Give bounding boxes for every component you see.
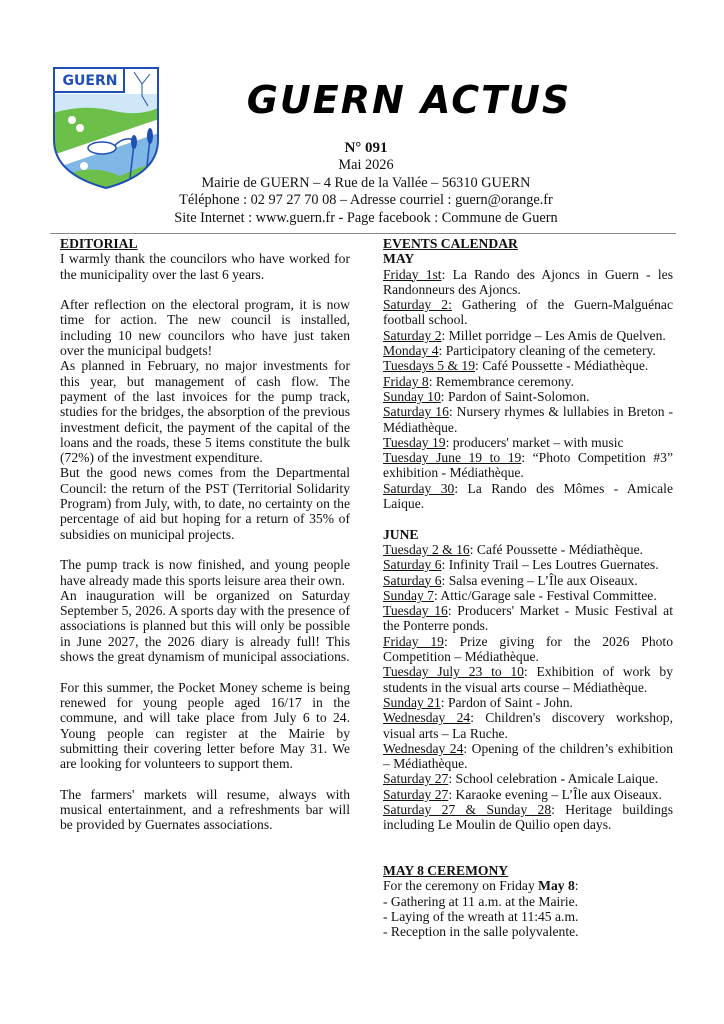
event-item <box>383 741 673 772</box>
event-date: Tuesday 2 & 16 <box>383 541 470 557</box>
event-item <box>383 588 673 603</box>
event-date: Saturday 6 <box>383 572 442 588</box>
issue-number: N° 091 <box>344 140 388 156</box>
paragraph-spacer <box>60 542 350 557</box>
event-item <box>383 450 673 481</box>
event-item <box>383 389 673 404</box>
may-events-list <box>383 267 673 512</box>
event-item <box>383 710 673 741</box>
event-date: Saturday 30 <box>383 480 455 496</box>
event-description: : Salsa evening – L’Île aux Oiseaux. <box>441 572 638 588</box>
event-item <box>383 771 673 786</box>
event-description: : “Photo Competition #3” exhibition - Médiathèque. <box>383 450 673 481</box>
ceremony-intro <box>383 878 673 893</box>
event-item <box>383 343 673 358</box>
header-divider <box>50 233 676 234</box>
event-description: : La Rando des Mômes - Amicale Laique. <box>383 480 673 512</box>
event-date: Wednesday 24 <box>383 740 464 756</box>
event-description: : Participatory cleaning of the cemetery. <box>438 343 656 359</box>
editorial-column <box>60 236 350 833</box>
editorial-paragraph: For this summer, the Pocket Money scheme is being renewed for young people aged 16/17 in the commune, and will take place from July 6 to 24. Young people can register at the Mairie by submitting their covering letter before May 31. We are looking for volunteers to support them. <box>60 679 350 772</box>
event-description: : Infinity Trail – Les Loutres Guernates. <box>441 557 659 573</box>
ceremony-intro-text: For the ceremony on Friday <box>383 878 539 894</box>
ceremony-intro-end: : <box>574 878 579 894</box>
editorial-paragraph: The farmers' markets will resume, always with musical entertainment, and a refreshments bar will be provided by Guernates associations. <box>60 786 350 833</box>
ceremony-item: - Gathering at 11 a.m. at the Mairie. <box>383 893 579 909</box>
event-description: : Children's discovery workshop, visual arts – La Ruche. <box>383 710 673 741</box>
ceremony-heading: MAY 8 CEREMONY <box>383 863 509 879</box>
event-item <box>383 787 673 802</box>
editorial-body <box>60 251 350 832</box>
editorial-paragraph: I warmly thank the councilors who have worked for the municipality over the last 6 years. <box>60 251 350 282</box>
event-description: : Pardon of Saint-Solomon. <box>440 388 590 404</box>
event-description: : La Rando des Ajoncs in Guern - les Randonneurs des Ajoncs. <box>383 266 673 297</box>
event-item <box>383 358 673 373</box>
event-date: Tuesday 16 <box>383 603 448 619</box>
month-may-label: MAY <box>383 251 415 267</box>
event-description: Gathering of the Guern-Malguénac football school. <box>383 297 673 328</box>
event-date: Friday 8 <box>383 373 429 389</box>
event-description: : Exhibition of work by students in the visual arts course – Médiathèque. <box>383 664 673 695</box>
logo-text: GUERN <box>62 73 118 89</box>
event-date: Saturday 27 <box>383 786 449 802</box>
paragraph-spacer <box>60 771 350 786</box>
newsletter-title: GUERN ACTUS <box>246 78 572 122</box>
event-description: : Nursery rhymes & lullabies in Breton - Médiathèque. <box>383 404 673 435</box>
event-date: Saturday 27 & Sunday 28 <box>383 801 552 817</box>
june-events-list <box>383 542 673 833</box>
event-item <box>383 802 673 833</box>
editorial-heading: EDITORIAL <box>60 236 138 251</box>
event-description: : Karaoke evening – L’Île aux Oiseaux. <box>448 786 662 802</box>
event-date: Tuesdays 5 & 19 <box>383 358 476 374</box>
event-date: Monday 4 <box>383 343 439 359</box>
ceremony-item: - Reception in the salle polyvalente. <box>383 924 579 940</box>
paragraph-spacer <box>60 664 350 679</box>
event-date: Saturday 2 <box>383 327 442 343</box>
event-item <box>383 634 673 665</box>
event-item <box>383 481 673 512</box>
ceremony-date: May 8 <box>538 878 575 894</box>
event-date: Friday 1st <box>383 266 442 282</box>
event-date: Sunday 10 <box>383 388 441 404</box>
editorial-paragraph: An inauguration will be organized on Saturday September 5, 2026. A sports day with the presence of associations is planned but this will only be possible in June 2027, the 2026 diary is already full! This shows the great dynamism of municipal associations. <box>60 587 350 665</box>
event-item <box>383 328 673 343</box>
event-description: : Attic/Garage sale - Festival Committee. <box>433 587 657 603</box>
spacer <box>383 833 673 848</box>
editorial-paragraph: But the good news comes from the Departmental Council: the return of the PST (Territorial Solidarity Program) from July, with, to date, no certainty on the percentage of aid but hoping for a return of 35% of subsidies on municipal projects. <box>60 465 350 542</box>
event-description: : Heritage buildings including Le Moulin de Quilio open days. <box>383 801 673 833</box>
event-date: Tuesday June 19 to 19 <box>383 450 522 466</box>
event-item <box>383 542 673 557</box>
event-date: Wednesday 24 <box>383 710 471 726</box>
spacer <box>383 848 673 863</box>
event-item <box>383 267 673 298</box>
event-date: Saturday 2: <box>383 297 452 313</box>
event-description: : Opening of the children’s exhibition – Médiathèque. <box>383 740 673 772</box>
month-june-label: JUNE <box>383 526 419 542</box>
spacer <box>383 511 673 526</box>
event-description: : School celebration - Amicale Laique. <box>448 771 659 787</box>
event-date: Tuesday July 23 to 10 <box>383 664 524 680</box>
mairie-address: Mairie de GUERN – 4 Rue de la Vallée – 56310 GUERN <box>201 174 531 191</box>
event-date: Sunday 7 <box>383 587 434 603</box>
event-item <box>383 404 673 435</box>
editorial-paragraph: As planned in February, no major investments for this year, but management of cash flow. The payment of the last invoices for the pump track, studies for the bridges, the absorption of the previous investment deficit, the payment of the capital of the loans and the roads, these 5 items constitute the bulk (72%) of the investment expenditure. <box>60 358 350 466</box>
calendar-heading: EVENTS CALENDAR <box>383 236 518 251</box>
event-date: Tuesday 19 <box>383 434 446 450</box>
contact-info: Téléphone : 02 97 27 70 08 – Adresse courriel : guern@orange.fr <box>179 192 553 209</box>
event-description: : Millet porridge – Les Amis de Quelven. <box>441 327 666 343</box>
event-item <box>383 603 673 634</box>
ceremony-item: - Laying of the wreath at 11:45 a.m. <box>383 909 579 925</box>
event-description: : Producers' Market - Music Festival at the Ponterre ponds. <box>383 603 673 634</box>
event-date: Sunday 21 <box>383 694 441 710</box>
event-date: Saturday 27 <box>383 771 449 787</box>
event-description: : Prize giving for the 2026 Photo Competition – Médiathèque. <box>383 633 674 665</box>
event-description: : Café Poussette - Médiathèque. <box>469 541 644 557</box>
event-date: Saturday 16 <box>383 404 449 420</box>
event-date: Friday 19 <box>383 633 444 649</box>
event-item <box>383 374 673 389</box>
issue-date: Mai 2026 <box>338 157 394 174</box>
event-date: Saturday 6 <box>383 557 442 573</box>
calendar-column <box>383 236 673 940</box>
event-item <box>383 297 673 328</box>
event-item <box>383 557 673 572</box>
editorial-paragraph: After reflection on the electoral program, it is now time for action. The new council is installed, including 10 new councilors who have just taken over the municipal budgets! <box>60 297 350 359</box>
event-item <box>383 664 673 695</box>
editorial-paragraph: The pump track is now finished, and young people have already made this sports leisure area their own. <box>60 557 350 588</box>
event-description: : Café Poussette - Médiathèque. <box>475 358 649 374</box>
paragraph-spacer <box>60 282 350 297</box>
event-description: : Pardon of Saint - John. <box>440 694 573 710</box>
event-item <box>383 435 673 450</box>
event-description: : Remembrance ceremony. <box>428 373 574 389</box>
event-description: : producers' market – with music <box>445 434 624 450</box>
web-info: Site Internet : www.guern.fr - Page facebook : Commune de Guern <box>174 209 558 226</box>
masthead <box>168 140 564 227</box>
event-item <box>383 573 673 588</box>
event-item <box>383 695 673 710</box>
